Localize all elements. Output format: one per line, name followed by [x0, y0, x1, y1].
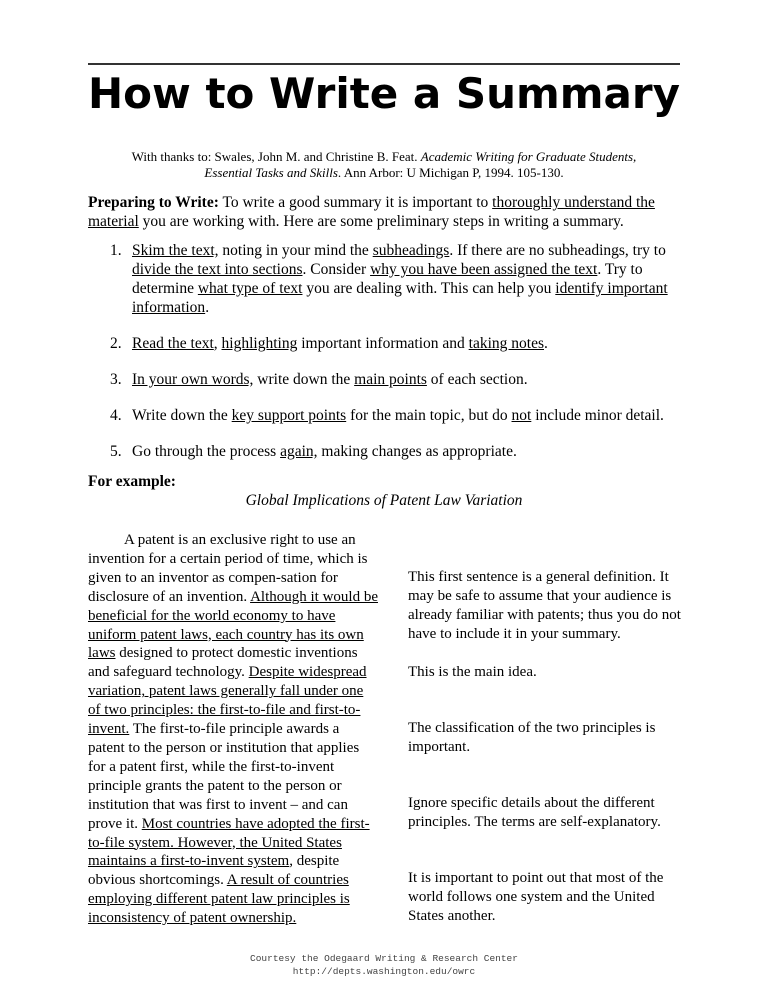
step-text: . Try to determine [132, 261, 643, 297]
step-text: making changes as appropriate. [317, 443, 517, 460]
step-underline: why you have been assigned the text [370, 261, 598, 278]
note-ignore-details: Ignore specific details about the different principles. The terms are self-explanatory. [408, 795, 661, 830]
footer-url[interactable]: http://depts.washington.edu/owrc [292, 966, 476, 977]
example-text [88, 531, 378, 928]
step-text: . Consider [302, 261, 371, 278]
step-text: for the main topic, but do [346, 407, 512, 424]
preparing-text-1: To write a good summary it is important to [218, 194, 493, 211]
preparing-text-2: you are working with. Here are some preliminary steps in writing a summary. [138, 213, 624, 230]
step-text: Go through the process [132, 443, 281, 460]
example-label: For example: [88, 473, 176, 490]
step-underline: main points [354, 371, 427, 388]
example-text-1: A patent is an exclusive right to use an invention for a certain period of time, which is given to an inventor as compen-sation for disclosure of an invention. [88, 532, 368, 605]
footer [88, 952, 680, 978]
steps-list [110, 241, 670, 478]
top-rule [88, 63, 680, 65]
step-underline: what type of text [197, 280, 303, 297]
step-text: , [213, 335, 222, 352]
step-2 [110, 334, 670, 353]
step-text: . [544, 335, 548, 352]
step-underline: Skim the text, [132, 242, 219, 259]
step-text: noting in your mind the [218, 242, 373, 259]
example-underline-4: A result of countries employing different patent law principles is inconsistency of patent ownership. [88, 872, 350, 927]
page-title: How to Write a Summary [88, 69, 680, 118]
step-text: of each section. [426, 371, 528, 388]
step-text: . [205, 299, 210, 316]
step-number: 2. [110, 335, 122, 352]
note-classification: The classification of the two principles is important. [408, 720, 656, 755]
preparing-paragraph [88, 193, 678, 231]
citation [110, 149, 658, 181]
step-underline: subheadings [372, 242, 450, 259]
note-definition: This first sentence is a general definition. It may be safe to assume that your audience is already familiar with patents; thus you do not have to include it in your summary. [408, 569, 681, 642]
example-text-3: The first-to-file principle awards a patent to the person or institution that applies for a patent first, while the first-to-invent principle grants the patent to the person or institution that was first to invent – and can prove it. [88, 721, 360, 832]
example-underline-1: Although it would be beneficial for the world economy to have uniform patent laws, each country has its own laws [88, 588, 378, 662]
step-underline: In your own words, [132, 371, 254, 388]
step-5 [110, 442, 670, 461]
citation-prefix: With thanks to: Swales, John M. and Christine B. Feat. [131, 149, 421, 164]
step-number: 4. [110, 407, 122, 424]
step-text: write down the [253, 371, 355, 388]
preparing-underline: thoroughly understand the material [88, 194, 655, 230]
example-title: Global Implications of Patent Law Variation [245, 492, 523, 509]
step-number: 1. [110, 242, 122, 259]
step-underline: again, [280, 443, 318, 460]
step-number: 5. [110, 443, 122, 460]
step-3 [110, 370, 670, 389]
citation-suffix: . Ann Arbor: U Michigan P, 1994. 105-130. [337, 165, 564, 180]
step-text: . If there are no subheadings, try to [449, 242, 666, 259]
note-systems: It is important to point out that most of the world follows one system and the United States another. [408, 870, 664, 924]
footer-credit: Courtesy the Odegaard Writing & Research Center [250, 953, 518, 964]
example-text-2: designed to protect domestic inventions and safeguard technology. [88, 645, 358, 681]
example-underline-3: Most countries have adopted the first-to-file system. However, the United States maintains a first-to-invent system [88, 815, 370, 870]
preparing-heading: Preparing to Write: [88, 194, 219, 211]
note-main-idea: This is the main idea. [408, 664, 537, 680]
example-underline-2: Despite widespread variation, patent laws generally fall under one of two principles: the first-to-file and first-to-invent. [88, 664, 367, 738]
step-underline: Read the text [132, 335, 214, 352]
step-underline: key support points [231, 407, 347, 424]
citation-book: Academic Writing for Graduate Students, Essential Tasks and Skills [204, 149, 637, 180]
step-4 [110, 406, 670, 425]
step-text: include minor detail. [531, 407, 664, 424]
step-underline: divide the text into sections [132, 261, 303, 278]
step-text: you are dealing with. This can help you [302, 280, 556, 297]
step-underline: identify important information [132, 280, 668, 316]
step-underline: taking notes [468, 335, 544, 352]
step-underline: highlighting [221, 335, 298, 352]
step-underline: not [511, 407, 532, 424]
step-number: 3. [110, 371, 122, 388]
step-1 [110, 241, 670, 317]
example-text-4: , despite obvious shortcomings. [88, 853, 340, 889]
step-text: important information and [297, 335, 469, 352]
step-text: Write down the [132, 407, 232, 424]
